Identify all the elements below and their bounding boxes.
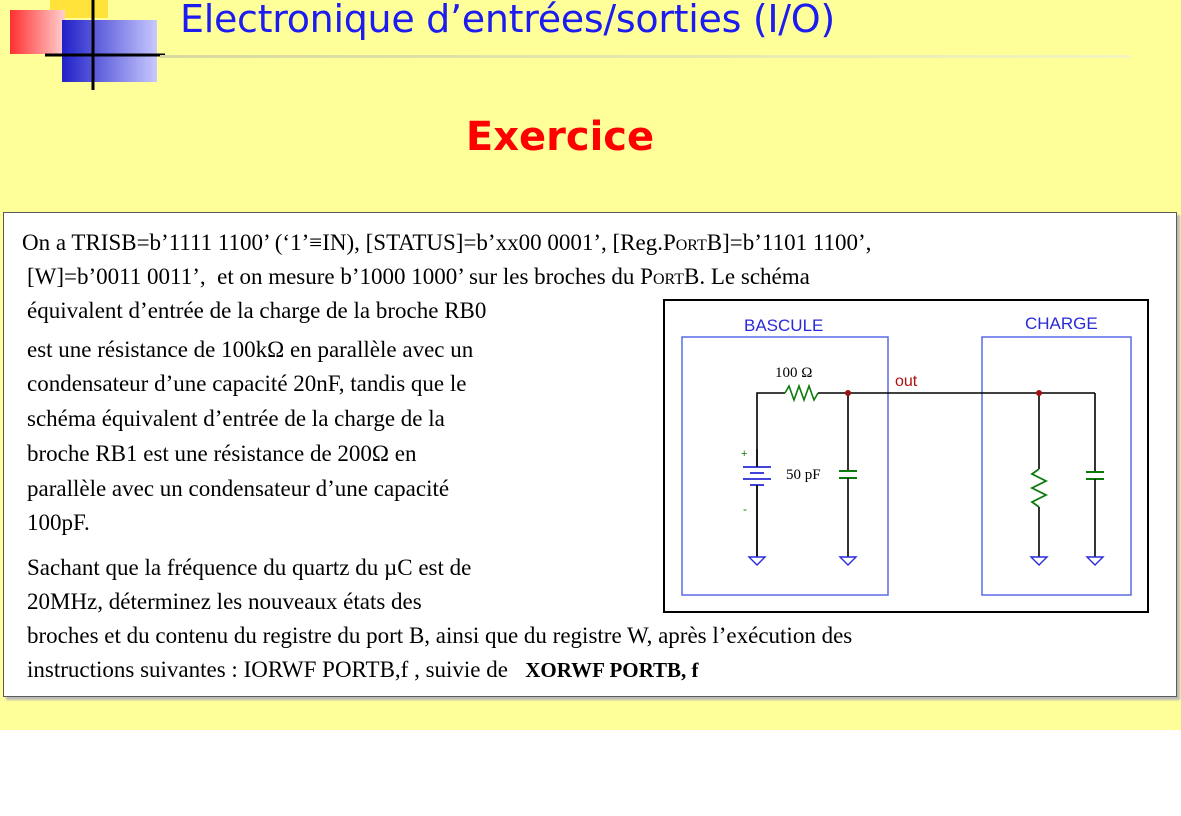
title-underline [160,55,1130,58]
capacitor-label: 50 pF [786,467,821,483]
paragraph-line: schéma équivalent d’entrée de la charge de la [27,406,445,431]
out-label: out [895,373,918,390]
node-dot [1036,390,1042,396]
node-dot [845,390,851,396]
paragraph-line: broches et du contenu du registre du port B, ainsi que du registre W, après l’exécution des [27,623,853,648]
slide-title: Electronique d’entrées/sorties (I/O) [180,0,835,41]
paragraph-line: broche RB1 est une résistance de 200Ω en [27,441,417,466]
exercise-heading: Exercice [465,114,655,160]
bascule-label: BASCULE [744,316,824,335]
paragraph-line: condensateur d’une capacité 20nF, tandis que le [27,371,467,396]
statement-line-1: On a TRISB=b’1111 1100’ (‘1’≡IN), [STATUS]=b’xx00 0001’, [Reg.PortB]=b’1101 1100’, [22,230,872,255]
paragraph-line: 20MHz, déterminez les nouveaux états des [27,589,422,614]
instruction-text: instructions suivantes : IORWF PORTB,f , suivie de [27,657,508,682]
paragraph-line: 100pF. [27,510,90,535]
logo-decoration [0,0,170,95]
paragraph-line [27,655,699,685]
circuit-diagram [663,299,1149,613]
plus-label: + [741,448,748,460]
paragraph-line: parallèle avec un condensateur d’une capacité [27,476,450,501]
circuit-frame [664,300,1148,612]
charge-label: CHARGE [1025,314,1098,333]
resistor-label: 100 Ω [775,365,813,381]
paragraph-line: est une résistance de 100kΩ en parallèle avec un [27,337,474,362]
paragraph-line: Sachant que la fréquence du quartz du µC est de [27,555,472,580]
statement-line-2: [W]=b’0011 0011’, et on mesure b’1000 1000’ sur les broches du PortB. Le schéma [27,264,810,289]
paragraph-line: équivalent d’entrée de la charge de la broche RB0 [27,298,487,323]
instruction-xorwf: XORWF PORTB, f [525,658,699,682]
minus-label: - [743,502,747,516]
